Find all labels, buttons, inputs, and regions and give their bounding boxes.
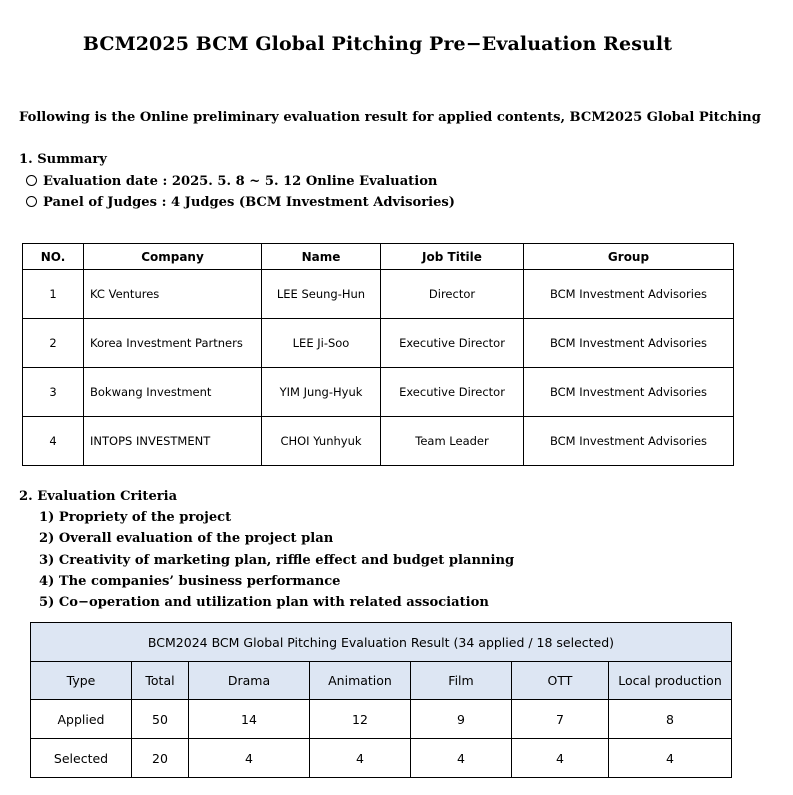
intro-text: Following is the Online preliminary evaluation result for applied contents, BCM2025 Global Pitching — [19, 110, 761, 125]
cell-job-title: Executive Director — [381, 319, 524, 368]
cell-company: Bokwang Investment — [84, 368, 262, 417]
circle-bullet-icon — [26, 175, 37, 186]
results-table — [30, 622, 732, 778]
header-no: NO. — [23, 244, 84, 270]
summary-bullet-text: Panel of Judges : 4 Judges (BCM Investment Advisories) — [43, 195, 455, 210]
cell-local-production: 8 — [609, 700, 732, 739]
page-title: BCM2025 BCM Global Pitching Pre−Evaluation Result — [82, 33, 673, 55]
header-animation: Animation — [310, 662, 411, 700]
cell-group: BCM Investment Advisories — [524, 368, 734, 417]
cell-name: CHOI Yunhyuk — [262, 417, 381, 466]
cell-film: 9 — [411, 700, 512, 739]
table-row — [23, 368, 734, 417]
criteria-heading: 2. Evaluation Criteria — [19, 489, 178, 504]
cell-no: 2 — [23, 319, 84, 368]
cell-type: Applied — [31, 700, 132, 739]
header-group: Group — [524, 244, 734, 270]
summary-bullet-panel — [26, 195, 455, 210]
summary-bullet-evaluation-date — [26, 174, 437, 189]
cell-total: 50 — [132, 700, 189, 739]
header-name: Name — [262, 244, 381, 270]
table-row — [31, 700, 732, 739]
cell-company: KC Ventures — [84, 270, 262, 319]
header-ott: OTT — [512, 662, 609, 700]
table-row — [31, 739, 732, 778]
cell-drama: 4 — [189, 739, 310, 778]
header-job-title: Job Titile — [381, 244, 524, 270]
cell-company: Korea Investment Partners — [84, 319, 262, 368]
header-drama: Drama — [189, 662, 310, 700]
cell-animation: 12 — [310, 700, 411, 739]
header-company: Company — [84, 244, 262, 270]
table-row — [23, 319, 734, 368]
cell-job-title: Executive Director — [381, 368, 524, 417]
cell-group: BCM Investment Advisories — [524, 417, 734, 466]
cell-company: INTOPS INVESTMENT — [84, 417, 262, 466]
criteria-item: 2) Overall evaluation of the project plan — [39, 531, 334, 546]
table-row — [23, 270, 734, 319]
cell-group: BCM Investment Advisories — [524, 319, 734, 368]
cell-job-title: Director — [381, 270, 524, 319]
cell-job-title: Team Leader — [381, 417, 524, 466]
judges-header-row — [23, 244, 734, 270]
criteria-item: 1) Propriety of the project — [39, 510, 232, 525]
cell-total: 20 — [132, 739, 189, 778]
criteria-item: 5) Co−operation and utilization plan with related association — [39, 595, 489, 610]
results-caption-row — [31, 623, 732, 662]
judges-table — [22, 243, 734, 466]
cell-film: 4 — [411, 739, 512, 778]
header-local-production: Local production — [609, 662, 732, 700]
results-caption: BCM2024 BCM Global Pitching Evaluation Result (34 applied / 18 selected) — [31, 623, 732, 662]
cell-name: YIM Jung-Hyuk — [262, 368, 381, 417]
cell-name: LEE Ji-Soo — [262, 319, 381, 368]
summary-heading: 1. Summary — [19, 152, 107, 167]
cell-ott: 4 — [512, 739, 609, 778]
results-header-row — [31, 662, 732, 700]
header-type: Type — [31, 662, 132, 700]
cell-drama: 14 — [189, 700, 310, 739]
circle-bullet-icon — [26, 196, 37, 207]
summary-bullet-text: Evaluation date : 2025. 5. 8 ~ 5. 12 Online Evaluation — [43, 174, 438, 189]
cell-group: BCM Investment Advisories — [524, 270, 734, 319]
cell-ott: 7 — [512, 700, 609, 739]
table-row — [23, 417, 734, 466]
cell-type: Selected — [31, 739, 132, 778]
header-total: Total — [132, 662, 189, 700]
cell-local-production: 4 — [609, 739, 732, 778]
header-film: Film — [411, 662, 512, 700]
criteria-item: 3) Creativity of marketing plan, riffle effect and budget planning — [39, 553, 515, 568]
cell-no: 1 — [23, 270, 84, 319]
cell-no: 3 — [23, 368, 84, 417]
cell-no: 4 — [23, 417, 84, 466]
cell-name: LEE Seung-Hun — [262, 270, 381, 319]
cell-animation: 4 — [310, 739, 411, 778]
criteria-item: 4) The companies’ business performance — [39, 574, 341, 589]
